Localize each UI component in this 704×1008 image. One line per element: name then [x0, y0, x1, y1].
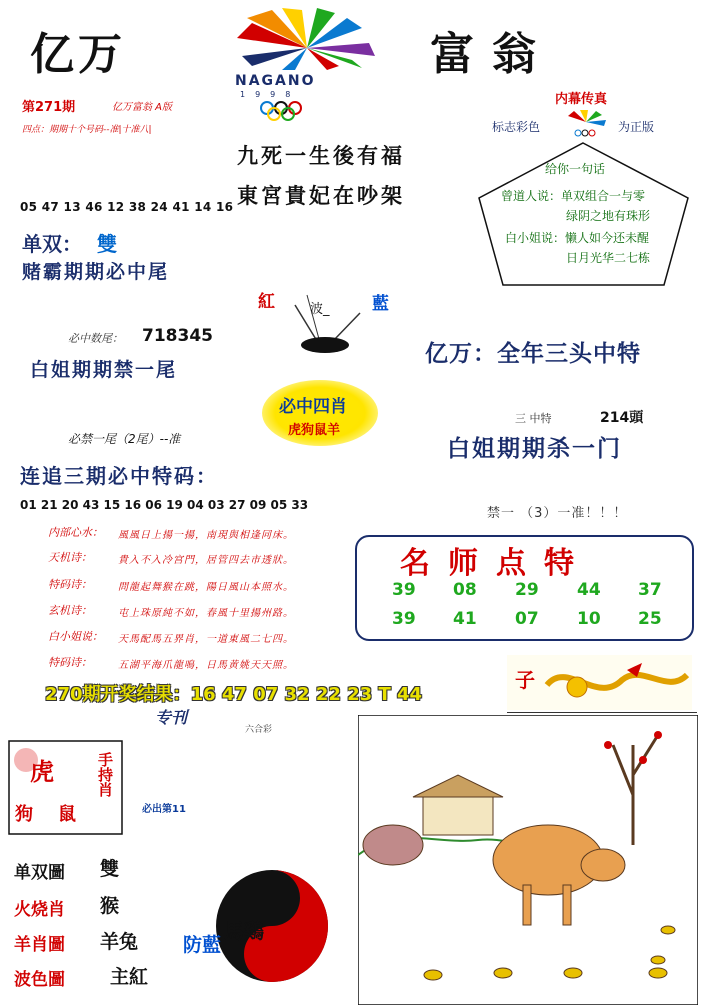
tu-label-1: 单双圖 [14, 863, 65, 883]
poem-line-1: 九死一生後有福 [237, 143, 405, 168]
liangzhui-title: 连追三期必中特码： [20, 464, 218, 488]
jinyiwei-line: 必禁一尾（2尾）--准 [68, 432, 181, 446]
mingshi-title: 名师点特 [400, 546, 592, 581]
poem-text-1: 風風日上揚一揚，南現與相逢同床。 [118, 530, 294, 541]
logo-text: NAGANO [235, 73, 316, 89]
pentagon-line-1: 曾道人说：单双组合一与零 [501, 189, 646, 203]
mingshi-number: 39 [392, 580, 416, 600]
mingshi-number: 29 [515, 580, 539, 600]
poem-text-3: 問龍起舞猴在跳，陽日風山本照水。 [118, 582, 294, 593]
title-left: 亿万 [30, 29, 126, 80]
zi-label: 子 [515, 668, 535, 692]
pentagon-line-3: 白小姐说：懒人如今还未醒 [505, 231, 650, 245]
ma-ji-label: 馬鷄 [224, 919, 264, 943]
issue-number: 第271期 [22, 100, 76, 115]
wave-bowl-icon [255, 283, 390, 358]
numbers-row-1: 05 47 13 46 12 38 24 41 14 16 [20, 200, 234, 214]
mingshi-number: 25 [638, 609, 662, 629]
zodiac-rat: 鼠 [58, 804, 76, 825]
mingshi-number: 07 [515, 609, 539, 629]
issue-brand: 亿万富翁 A版 [112, 102, 173, 113]
tu-label-4: 波色圖 [14, 970, 65, 990]
baijie-wei-line: 白姐期期禁一尾 [30, 359, 178, 381]
tu-value-1: 雙 [100, 858, 120, 880]
issue-note: 四点：期期十个号码--准|十准八| [22, 125, 152, 135]
wave-red: 紅 [258, 292, 275, 312]
oval-subtitle: 虎狗鼠羊 [288, 423, 341, 438]
tu-value-3: 羊兔 [100, 931, 139, 953]
poem-text-6: 五湖平海爪龍鳴，日馬黄姚天天照。 [118, 660, 294, 671]
yiwan-banner: 亿万：全年三头中特 [425, 341, 641, 367]
shitou-label: 手持肖 [96, 752, 114, 797]
fax-left-label: 标志彩色 [492, 120, 541, 134]
tema-label: 三 中特 [515, 412, 552, 425]
dog-scene-illustration [358, 715, 698, 1005]
poem-text-4: 屯上珠原純不如，春風十里揚州路。 [118, 608, 294, 619]
logo-year: 1998 [240, 90, 301, 99]
baijie-men-line: 白姐期期杀一门 [447, 436, 622, 462]
dubao-line: 赌霸期期必中尾 [22, 261, 170, 283]
nagano-flower-logo [205, 8, 410, 128]
mingshi-number: 08 [453, 580, 477, 600]
poem-label-6: 特码诗： [48, 656, 92, 669]
poem-label-4: 玄机诗： [48, 604, 92, 617]
poem-line-2: 東宮貴妃在吵架 [237, 183, 405, 208]
jinyi-3-line: 禁一 （3）一准！！！ [487, 506, 628, 521]
danshuang-value: 雙 [97, 232, 117, 256]
mini-logo-icon [560, 108, 612, 138]
poem-label-2: 天机诗： [48, 551, 92, 564]
divider [507, 712, 697, 713]
mingshi-number: 44 [577, 580, 601, 600]
tu-label-2: 火烧肖 [14, 900, 65, 920]
poem-label-5: 白小姐说： [48, 630, 103, 643]
biwei-label: 必中数尾： [68, 332, 123, 345]
tu-value-4: 主紅 [110, 966, 149, 988]
biwei-value: 718345 [142, 326, 213, 346]
mingshi-number: 10 [577, 609, 601, 629]
poem-label-1: 内部心水： [48, 526, 103, 539]
poem-text-5: 天馬配馬五界肖，一道東風二七四。 [118, 634, 294, 645]
poem-label-3: 特码诗： [48, 578, 92, 591]
zhuankan-label: 专刊 [155, 708, 188, 727]
zodiac-tiger: 虎 [30, 757, 54, 786]
fax-title: 内幕传真 [555, 92, 608, 107]
liuhe-label: 六合彩 [245, 725, 273, 735]
fang-label: 防藍 [183, 934, 222, 956]
pentagon-title: 给你一句话 [545, 162, 606, 176]
tu-value-2: 猴 [100, 895, 120, 917]
qishi-tag: 必出第11 [142, 804, 186, 815]
pentagon-line-2: 绿阴之地有珠形 [566, 209, 651, 223]
fax-right-label: 为正版 [618, 120, 655, 134]
poem-text-2: 貴入不入冷宫門，居管四去市透狀。 [118, 555, 294, 566]
wave-blue: 藍 [372, 294, 389, 314]
danshuang-label: 单双： [22, 232, 82, 256]
title-right: 富翁 [430, 29, 554, 80]
mingshi-number: 41 [453, 609, 477, 629]
mingshi-number: 37 [638, 580, 662, 600]
wave-text: 波_ [310, 302, 330, 317]
oval-title: 必中四肖 [279, 397, 347, 417]
mingshi-number: 39 [392, 609, 416, 629]
tema-value: 214頭 [600, 410, 644, 426]
tu-label-3: 羊肖圖 [14, 935, 65, 955]
pentagon-line-4: 日月光华二七栋 [566, 251, 651, 265]
result-line: 270期开奖结果：16 47 07 32 22 23 T 44 [45, 684, 423, 705]
numbers-row-2: 01 21 20 43 15 16 06 19 04 03 27 09 05 33 [20, 498, 309, 512]
zodiac-dog: 狗 [15, 804, 33, 825]
